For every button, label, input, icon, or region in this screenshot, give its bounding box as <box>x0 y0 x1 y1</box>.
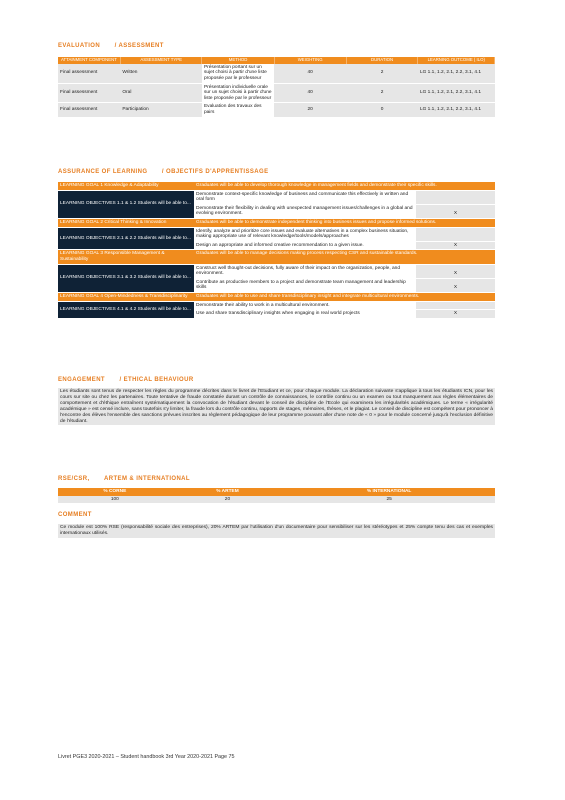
header-international: % INTERNATIONAL <box>283 488 495 496</box>
header-duration: DURATION <box>346 57 418 64</box>
engagement-text: Les étudiants sont tenus de respecter les règles du programme décrites dans le livret de l'Etudiant et ce, pour chaque module. La déclaration suivante s'applique à tous les étudiants ICN, pour les cours sur site ou chez les partenaires. Toute tentative de fraude constatée durant un contrôle de connaissances, le contrôle continu ou un examen ou tout manquement aux règles élémentaires de comportement et d'éthique entraînent systématiquement la convocation de l'étudiant devant le conseil de discipline de l'Ecole qui examinera les irrégularités académiques. Le terme « irrégularité académique » est censé inclure, sans toutefois s'y limiter, la fraude lors du contrôle continu, rapports de stages, mémoires, thèses, et le plagiat. Le conseil de discipline est compétent pour prononcer à l'encontre des élèves l'ensemble des sanctions prévues inscrites au règlement pédagogique de leur programme pouvant aller d'une note de « 0 » pour le module concerné jusqu'à l'exclusion définitive de l'étudiant. <box>60 389 493 424</box>
evaluation-title <box>58 43 164 49</box>
row-ilo: LG 1.1, 1.2, 2.1, 2.2, 3.1, 4.1 <box>418 83 495 103</box>
row-method: Présentation portant sur un sujet choisi à partir d'une liste proposée par le professeur <box>202 64 274 83</box>
header-weighting: WEIGHTING <box>274 57 346 64</box>
goal-label: LEARNING GOAL 3 Responsible Management & Sustainability <box>58 250 194 264</box>
header-corne: % CORNE <box>58 488 172 496</box>
goal-row <box>58 218 495 227</box>
objective-text: Demonstrate their flexibility in dealing with unexpected management issues/challenges in a global and evolving environment. <box>194 204 416 218</box>
engagement-title <box>58 377 194 383</box>
goal-label: LEARNING GOAL 4 Open-Mindedness & Transdisciplinarity <box>58 292 194 301</box>
objective-label: LEARNING OBJECTIVES 4.1 & 4.2 Students will be able to... <box>58 301 194 318</box>
table-row <box>58 103 495 117</box>
objective-text: Demonstrate their ability to work in a multicultural environment. <box>194 301 416 310</box>
table-row <box>58 64 495 83</box>
row-method: Evaluation des travaux des pairs <box>202 103 274 117</box>
row-weighting: 40 <box>274 64 346 83</box>
row-component: Final assessment <box>58 64 120 83</box>
objective-text: Use and share transdisciplinary insights when engaging in real world projects <box>194 310 416 319</box>
rse-header-row <box>58 488 495 496</box>
evaluation-table <box>58 57 495 118</box>
objective-mark: X <box>416 204 495 218</box>
value-corne: 100 <box>58 496 172 504</box>
objective-mark: X <box>416 278 495 292</box>
evaluation-title-b: / ASSESSMENT <box>114 43 164 49</box>
row-type: Participation <box>120 103 202 117</box>
goal-row <box>58 292 495 301</box>
objective-row <box>58 301 495 310</box>
engagement-title-b: / ETHICAL BEHAVIOUR <box>119 377 194 383</box>
rse-title-b: ARTEM & INTERNATIONAL <box>104 476 190 482</box>
row-component: Final assessment <box>58 83 120 103</box>
row-weighting: 20 <box>274 103 346 117</box>
value-international: 25 <box>283 496 495 504</box>
goal-label: LEARNING GOAL 1 Knowledge & Adaptability <box>58 182 194 190</box>
comment-title: COMMENT <box>58 512 92 518</box>
goal-text: Graduates will be able to develop thorough knowledge in management fields and demonstrate their specific skills. <box>194 182 495 190</box>
header-ilo: LEARNING OUTCOME ( ILO) <box>418 57 495 64</box>
rse-value-row <box>58 496 495 504</box>
objective-text: Construct well thought-out decisions, fully aware of their impact on the organization, people, and environment. <box>194 264 416 278</box>
goal-row <box>58 182 495 190</box>
rse-title-a: RSE/CSR, <box>58 476 90 482</box>
objective-mark: X <box>416 264 495 278</box>
rse-table <box>58 488 495 503</box>
assurance-table <box>58 182 495 319</box>
row-weighting: 40 <box>274 83 346 103</box>
objective-mark: X <box>416 241 495 250</box>
objective-text: Identify, analyze and prioritize core issues and evaluate alternatives in a complex business situation, making appropriate use of relevant knowledge/tools/models/approaches <box>194 227 416 241</box>
header-component: ATTAINMENT COMPONENT <box>58 57 120 64</box>
objective-row <box>58 227 495 241</box>
header-type: ASSESSMENT TYPE <box>120 57 202 64</box>
assurance-title-a: ASSURANCE OF LEARNING <box>58 169 148 175</box>
header-artem: % ARTEM <box>172 488 284 496</box>
objective-label: LEARNING OBJECTIVES 2.1 & 2.2 Students will be able to... <box>58 227 194 250</box>
evaluation-header-row <box>58 57 495 64</box>
assurance-title-b: / OBJECTIFS D'APPRENTISSAGE <box>161 169 269 175</box>
row-component: Final assessment <box>58 103 120 117</box>
objective-text: Contribute as productive members to a project and demonstrate team management and leadership skills <box>194 278 416 292</box>
goal-text: Graduates will be able to demonstrate independent thinking into business issues and propose informed solutions. <box>194 218 495 227</box>
row-method: Présentation individuelle orale sur un sujet choisi à partir d'une liste proposée par le professeur <box>202 83 274 103</box>
objective-mark <box>416 190 495 204</box>
assurance-title <box>58 169 268 175</box>
goal-text: Graduates will be able to manage decisions making process respecting CSR and sustainable standards. <box>194 250 495 264</box>
row-type: Oral <box>120 83 202 103</box>
row-ilo: LG 1.1, 1.2, 2.1, 2.2, 3.1, 4.1 <box>418 64 495 83</box>
objective-mark <box>416 227 495 241</box>
goal-row <box>58 250 495 264</box>
objective-row <box>58 190 495 204</box>
engagement-title-a: ENGAGEMENT <box>58 377 106 383</box>
row-duration: 2 <box>346 64 418 83</box>
objective-label: LEARNING OBJECTIVES 3.1 & 3.2 Students will be able to... <box>58 264 194 292</box>
comment-text: Ce module est 100% RSE (responsabilité sociale des entreprises), 20% ARTEM par l'utilisation d'un documentaire pour sensibiliser sur les stéréotypes et 25% compte tenu des cas et exemples internationaux utilisés. <box>60 525 493 536</box>
objective-row <box>58 264 495 278</box>
row-ilo: LG 1.1, 1.2, 2.1, 2.2, 3.1, 4.1 <box>418 103 495 117</box>
table-row <box>58 83 495 103</box>
objective-mark <box>416 301 495 310</box>
row-duration: 0 <box>346 103 418 117</box>
row-duration: 2 <box>346 83 418 103</box>
header-method: METHOD <box>202 57 274 64</box>
objective-label: LEARNING OBJECTIVES 1.1 & 1.2 Students will be able to... <box>58 190 194 218</box>
rse-title <box>58 476 190 482</box>
objective-text: Design an appropriate and informed creative recommendation to a given issue. <box>194 241 416 250</box>
objective-mark: X <box>416 310 495 319</box>
page-footer: Livret PGE3 2020-2021 – Student handbook 3rd Year 2020-2021 Page 75 <box>58 754 235 760</box>
row-type: Written <box>120 64 202 83</box>
objective-text: Demonstrate context-specific knowledge of business and communicate this effectively in written and oral form <box>194 190 416 204</box>
evaluation-title-a: EVALUATION <box>58 43 101 49</box>
goal-label: LEARNING GOAL 2 Critical Thinking & Innovation <box>58 218 194 227</box>
value-artem: 20 <box>172 496 284 504</box>
goal-text: Graduates will be able to use and share transdisciplinary insight and integrate multicultural environments. <box>194 292 495 301</box>
